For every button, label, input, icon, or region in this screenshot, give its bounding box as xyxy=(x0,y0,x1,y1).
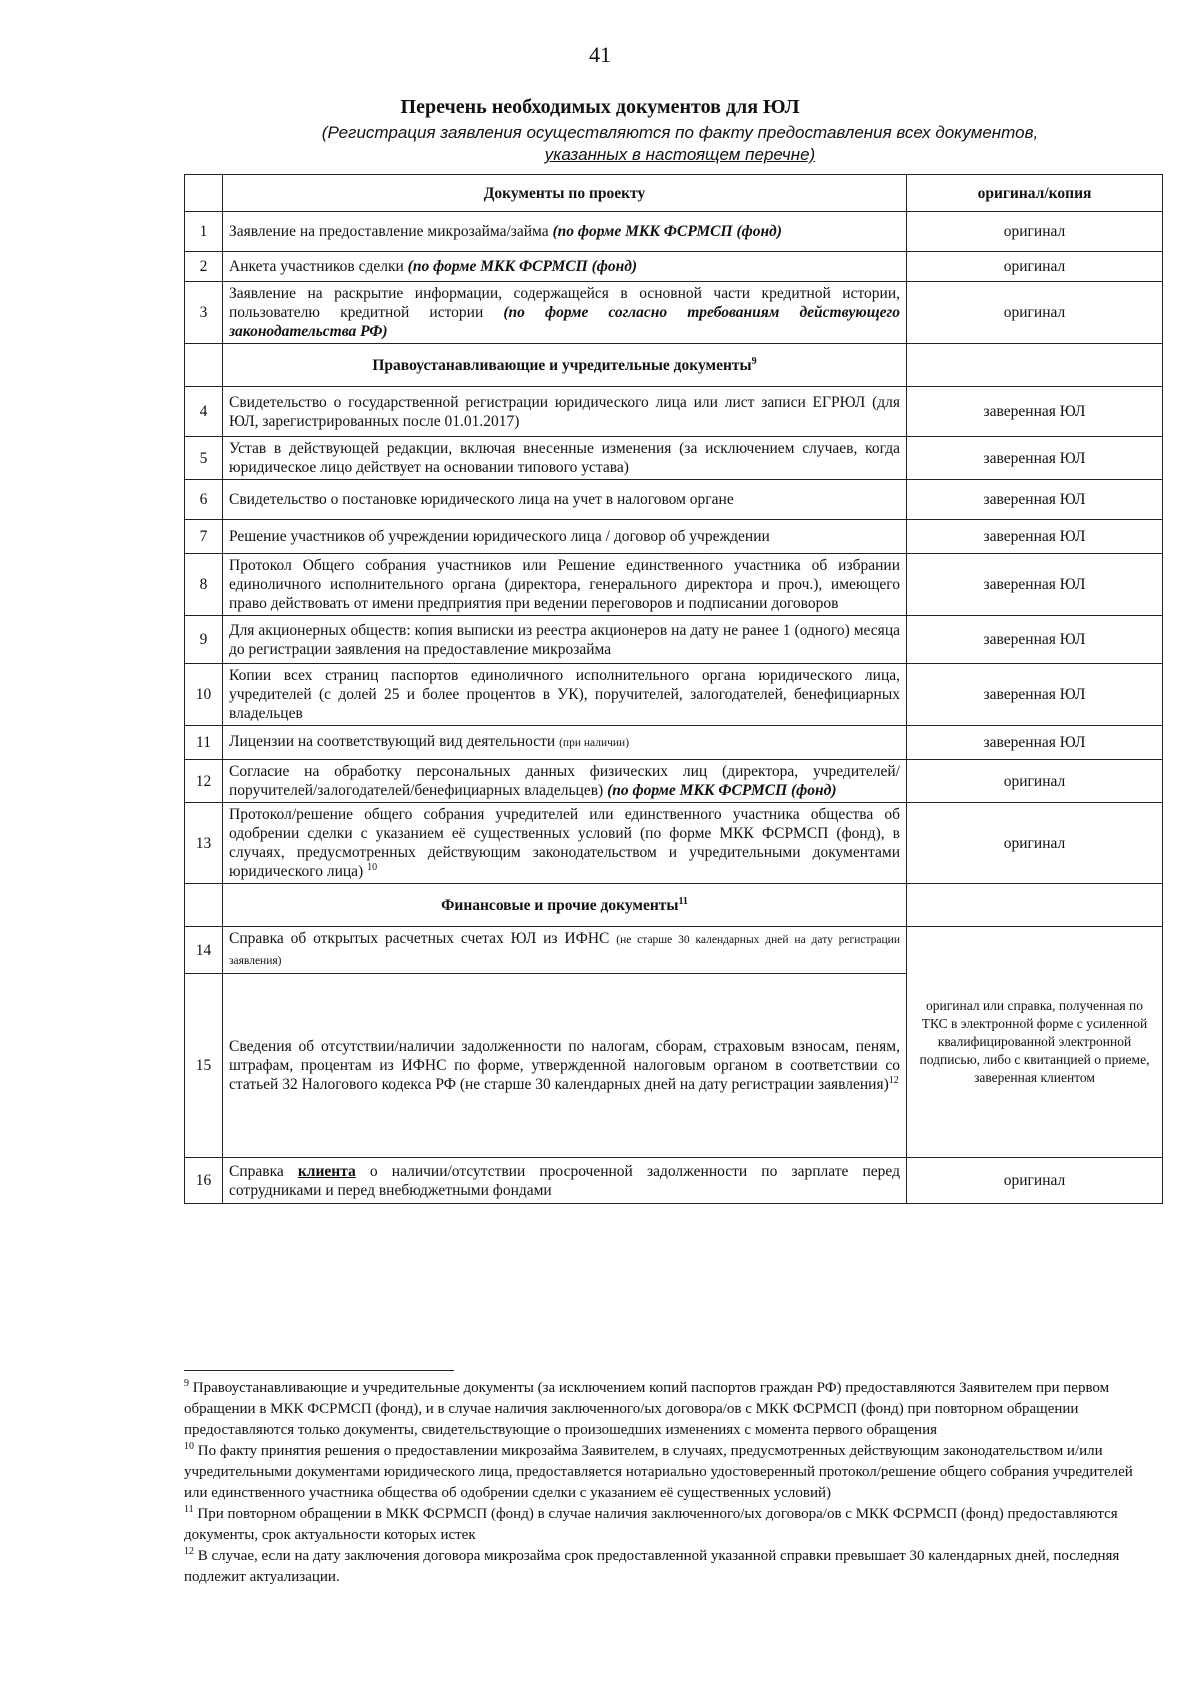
row-number: 8 xyxy=(185,554,223,616)
section-num-cell xyxy=(185,344,223,387)
row-document: Устав в действующей редакции, включая внесенные изменения (за исключением случаев, когда юридическое лицо действует на основании типового устава) xyxy=(223,437,907,480)
row-number: 14 xyxy=(185,927,223,974)
row-number: 3 xyxy=(185,282,223,344)
row-form-note: (по форме МКК ФСРМСП (фонд) xyxy=(407,258,638,275)
row-number: 2 xyxy=(185,252,223,282)
row-text: Справка xyxy=(229,1162,298,1180)
row-document xyxy=(223,803,907,884)
row-number: 7 xyxy=(185,520,223,554)
footnote-number: 12 xyxy=(184,1546,194,1557)
document-subtitle xyxy=(230,122,1130,166)
section-title-founding xyxy=(223,344,907,387)
table-row xyxy=(185,1158,1163,1204)
row-document: Свидетельство о постановке юридического лица на учет в налоговом органе xyxy=(223,480,907,520)
footnote-number: 10 xyxy=(184,1441,194,1452)
row-number: 9 xyxy=(185,616,223,664)
row-document xyxy=(223,927,907,974)
row-form-note: (по форме МКК ФСРМСП (фонд) xyxy=(607,782,837,799)
table-row xyxy=(185,726,1163,760)
footnotes xyxy=(184,1378,1160,1588)
table-row xyxy=(185,664,1163,726)
footnote-number: 11 xyxy=(184,1504,194,1515)
row-kind: оригинал xyxy=(907,760,1163,803)
table-row xyxy=(185,520,1163,554)
row-kind: оригинал xyxy=(907,803,1163,884)
row-kind: оригинал xyxy=(907,282,1163,344)
row-document xyxy=(223,1158,907,1204)
table-row xyxy=(185,212,1163,252)
table-row xyxy=(185,760,1163,803)
row-kind: оригинал xyxy=(907,212,1163,252)
section-num-cell xyxy=(185,884,223,927)
row-small-note: (не старше 30 календарных дней на дату регистрации заявления) xyxy=(229,934,900,967)
row-text: Лицензии на соответствующий вид деятельности xyxy=(229,733,560,750)
row-kind: заверенная ЮЛ xyxy=(907,387,1163,437)
section-row-finance xyxy=(185,884,1163,927)
row-text: Протокол/решение общего собрания учредителей или единственного участника общества об одобрении сделки с указанием её существенных условий (по форме МКК ФСРМСП (фонд), в случаях, предусмотренных действующим законодательством и учредительными документами юридического лица) xyxy=(229,806,900,880)
row-small-note: (при наличии) xyxy=(559,737,630,749)
row-kind: заверенная ЮЛ xyxy=(907,726,1163,760)
row-document: Для акционерных обществ: копия выписки из реестра акционеров на дату не ранее 1 (одного) месяца до регистрации заявления на предоставление микрозайма xyxy=(223,616,907,664)
row-kind-merged: оригинал или справка, полученная по ТКС в электронной форме с усиленной квалифицированной электронной подписью, либо с квитанцией о приеме, заверенная клиентом xyxy=(907,927,1163,1158)
footnote-ref: 10 xyxy=(367,861,378,873)
row-text: о наличии/отсутствии просроченной задолженности по зарплате перед сотрудниками и перед внебюджетными фондами xyxy=(229,1162,900,1199)
table-header-row xyxy=(185,175,1163,212)
row-number: 12 xyxy=(185,760,223,803)
footnote-separator xyxy=(184,1370,454,1371)
row-kind: заверенная ЮЛ xyxy=(907,554,1163,616)
subtitle-line-2: указанных в настоящем перечне) xyxy=(544,145,816,164)
row-document xyxy=(223,212,907,252)
table-row xyxy=(185,616,1163,664)
table-row xyxy=(185,927,1163,974)
row-text-underlined: клиента xyxy=(297,1162,356,1180)
table-row xyxy=(185,252,1163,282)
row-document: Свидетельство о государственной регистрации юридического лица или лист записи ЕГРЮЛ (для ЮЛ, зарегистрированных после 01.01.2017) xyxy=(223,387,907,437)
row-number: 16 xyxy=(185,1158,223,1204)
subtitle-line-1: (Регистрация заявления осуществляются по факту предоставления всех документов, xyxy=(321,123,1039,142)
page-number: 41 xyxy=(589,42,611,67)
table-row xyxy=(185,803,1163,884)
documents-table xyxy=(184,174,1163,1204)
footnote-text: Правоустанавливающие и учредительные документы (за исключением копий паспортов граждан РФ) предоставляются Заявителем при первом обращении в МКК ФСРМСП (фонд), и в случае наличия заключенного/ых договора/ов с МКК ФСРМСП (фонд) при повторном обращении предоставляются только документы, свидетельствующие о произошедших изменениях с момента первого обращения xyxy=(184,1380,1110,1438)
row-kind: оригинал xyxy=(907,1158,1163,1204)
row-text: Анкета участников сделки xyxy=(229,258,408,275)
row-text: Справка об открытых расчетных счетах ЮЛ из ИФНС xyxy=(229,930,617,947)
table-row xyxy=(185,282,1163,344)
row-text: Сведения об отсутствии/наличии задолженности по налогам, сборам, страховым взносам, пеням, штрафам, процентам из ИФНС по форме, утвержденной налоговым органом в соответствии со статьей 32 Налогового кодекса РФ (не старше 30 календарных дней на дату регистрации заявления) xyxy=(229,1038,900,1093)
section-title-text: Правоустанавливающие и учредительные документы xyxy=(372,356,752,374)
footnote-number: 9 xyxy=(184,1378,189,1389)
row-form-note: (по форме согласно требованиям действующего законодательства РФ) xyxy=(229,304,900,340)
row-document: Протокол Общего собрания участников или Решение единственного участника об избрании единоличного исполнительного органа (директора, генерального директора и проч.), имеющего право действовать от имени предприятия при ведении переговоров и подписании договоров xyxy=(223,554,907,616)
footnote-10 xyxy=(184,1441,1160,1504)
row-number: 10 xyxy=(185,664,223,726)
row-document: Решение участников об учреждении юридического лица / договор об учреждении xyxy=(223,520,907,554)
row-text: Согласие на обработку персональных данных физических лиц (директора, учредителей/поручителей/залогодателей/бенефициарных владельцев) xyxy=(229,763,900,799)
footnote-text: По факту принятия решения о предоставлении микрозайма Заявителем, в случаях, предусмотренных действующим законодательством и/или учредительными документами юридического лица, предоставляется нотариально удостоверенный протокол/решение общего собрания учредителей или единственного участника общества об одобрении сделки с указанием её существенных условий) xyxy=(184,1443,1133,1501)
row-document xyxy=(223,760,907,803)
section-kind-cell xyxy=(907,884,1163,927)
row-document: Копии всех страниц паспортов единоличного исполнительного органа юридического лица, учредителей (с долей 25 и более процентов в УК), поручителей, залогодателей, бенефициарных владельцев xyxy=(223,664,907,726)
footnote-ref: 9 xyxy=(751,355,757,367)
row-kind: заверенная ЮЛ xyxy=(907,437,1163,480)
row-kind: заверенная ЮЛ xyxy=(907,616,1163,664)
header-num xyxy=(185,175,223,212)
header-documents: Документы по проекту xyxy=(223,175,907,212)
row-number: 11 xyxy=(185,726,223,760)
section-row-founding xyxy=(185,344,1163,387)
row-document xyxy=(223,282,907,344)
row-number: 4 xyxy=(185,387,223,437)
row-number: 5 xyxy=(185,437,223,480)
row-kind: оригинал xyxy=(907,252,1163,282)
footnote-11 xyxy=(184,1504,1160,1546)
section-title-text: Финансовые и прочие документы xyxy=(441,896,679,914)
row-document xyxy=(223,726,907,760)
section-title-finance xyxy=(223,884,907,927)
footnote-ref: 12 xyxy=(888,1074,899,1086)
row-text: Заявление на раскрытие информации, содержащейся в основной части кредитной истории, пользователю кредитной истории xyxy=(229,285,900,321)
row-text: Заявление на предоставление микрозайма/займа xyxy=(229,223,553,240)
footnote-ref: 11 xyxy=(678,895,688,907)
row-form-note: (по форме МКК ФСРМСП (фонд) xyxy=(552,223,782,240)
row-kind: заверенная ЮЛ xyxy=(907,520,1163,554)
footnote-text: В случае, если на дату заключения договора микрозайма срок предоставленной указанной справки превышает 30 календарных дней, последняя подлежит актуализации. xyxy=(184,1548,1120,1585)
row-document xyxy=(223,974,907,1158)
document-title: Перечень необходимых документов для ЮЛ xyxy=(400,96,800,118)
table-row xyxy=(185,480,1163,520)
row-kind: заверенная ЮЛ xyxy=(907,480,1163,520)
section-kind-cell xyxy=(907,344,1163,387)
row-number: 6 xyxy=(185,480,223,520)
row-number: 1 xyxy=(185,212,223,252)
footnote-9 xyxy=(184,1378,1160,1441)
row-number: 13 xyxy=(185,803,223,884)
footnote-text: При повторном обращении в МКК ФСРМСП (фонд) в случае наличия заключенного/ых договора/ов с МКК ФСРМСП (фонд) предоставляются документы, срок актуальности которых истек xyxy=(184,1506,1118,1543)
footnote-12 xyxy=(184,1546,1160,1588)
header-original-copy: оригинал/копия xyxy=(907,175,1163,212)
row-kind: заверенная ЮЛ xyxy=(907,664,1163,726)
table-row xyxy=(185,387,1163,437)
row-number: 15 xyxy=(185,974,223,1158)
table-row xyxy=(185,554,1163,616)
table-row xyxy=(185,437,1163,480)
row-document xyxy=(223,252,907,282)
